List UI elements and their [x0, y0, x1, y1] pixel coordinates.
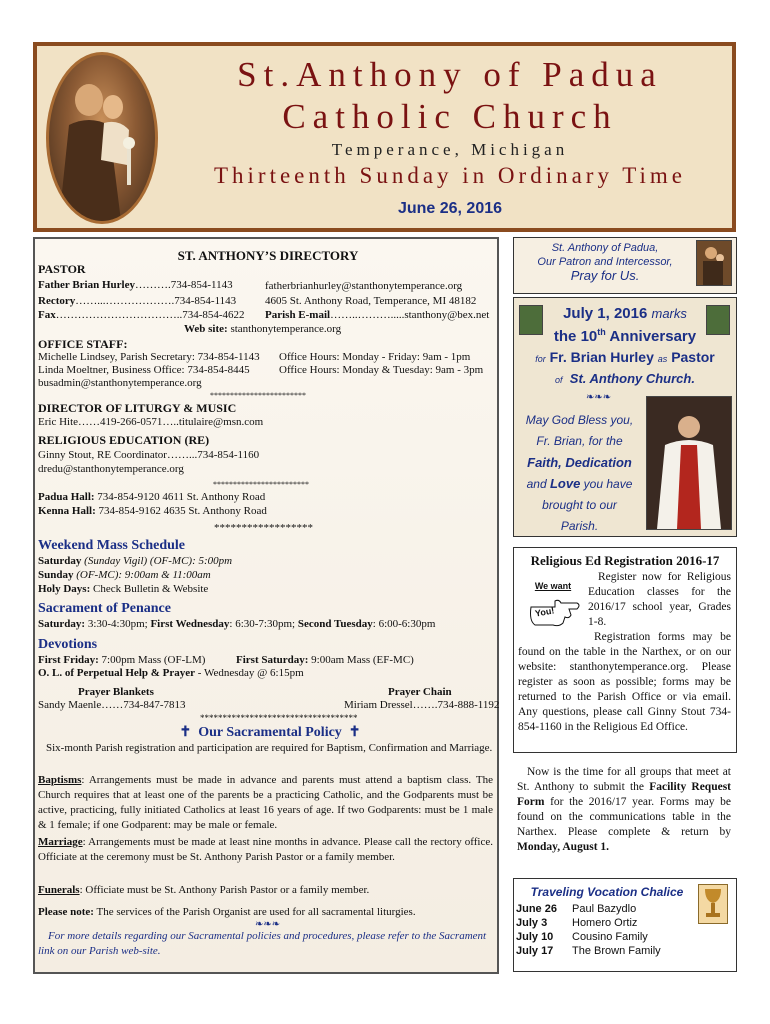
stars-divider: ************************: [210, 391, 306, 400]
stained-glass-icon: [519, 305, 543, 335]
penance-times: [38, 618, 435, 631]
fax-phone: ……………………………..734-854-4622: [55, 309, 245, 321]
reled-label: RELIGIOUS EDUCATION (RE): [38, 433, 210, 447]
pastor-word: Pastor: [671, 349, 715, 365]
pastor-name-anniv: Fr. Brian Hurley: [549, 349, 654, 365]
mass-holy-days: [38, 583, 208, 596]
chalice-date: July 17: [516, 945, 554, 957]
rectory-phone: ……...……………….734-854-1143: [75, 295, 237, 307]
reled-body2: Registration forms may be found on the table in the Narthex, or on our website: stanthonytemperance.org. Please register as soon as possible; forms may be returned to the Parish Office or via email. Any questions, please call Ginny Stout 734-854-1160 in the Religious Ed Office.: [518, 631, 731, 733]
facility-text-mid: for the 2016/17 year. Forms may be found on the communications table in the Narthex. Please complete & return by: [517, 796, 731, 838]
fax-line: [38, 309, 245, 322]
st-anthony-thumbnail: [696, 240, 732, 286]
mass-saturday: [38, 555, 232, 568]
blessing-line2: Fr. Brian, for the: [536, 434, 623, 448]
patron-line3: Pray for Us.: [570, 268, 640, 283]
ornament-icon: ❧❧❧: [586, 392, 612, 403]
patron-line1: St. Anthony of Padua,: [551, 242, 659, 254]
kenna-hall: [38, 505, 267, 518]
first-friday: 7:00pm Mass (OF-LM): [101, 654, 206, 666]
padua-info: 734-854-9120 4611 St. Anthony Road: [97, 491, 266, 503]
chalice-heading: Traveling Vocation Chalice: [530, 885, 684, 899]
you-have-words: you have: [583, 477, 633, 491]
anniversary-line: [545, 327, 705, 345]
policy-baptisms: [38, 773, 493, 833]
bulletin-date: June 26, 2016: [397, 200, 503, 217]
saint-icon: [697, 241, 731, 285]
patron-text: [520, 241, 690, 283]
policy-marriage: [38, 835, 493, 865]
the-word: the: [553, 328, 577, 345]
website-line: [184, 323, 341, 336]
baptisms-text: : Arrangements must be made in advance and parents must attend a baptism class. The Church requires that at least one of the parents be a practicing Catholic, and the Godparents must be active, practicing, fully initiated Catholics at least 16 years of age. If two Godparents: must be 1 male & 1 female; if one Godparent: may be male or female.: [38, 774, 493, 831]
blessing-text: [517, 410, 642, 537]
staff1: Michelle Lindsey, Parish Secretary: 734-854-1143: [38, 351, 260, 363]
stars-divider: ************************: [213, 480, 309, 489]
pastor-line: [38, 279, 233, 292]
office-staff-label: OFFICE STAFF:: [38, 337, 128, 351]
padua-label: Padua Hall:: [38, 491, 95, 503]
st-anthony-image: [49, 55, 155, 221]
parish-email[interactable]: ……..……….....stanthony@bex.net: [330, 309, 490, 321]
facility-deadline: Monday, August 1.: [517, 841, 610, 853]
pastor-name-line: [520, 349, 730, 365]
patron-line2: Our Patron and Intercessor,: [537, 256, 673, 268]
chalice-image: [699, 885, 727, 923]
church-location: Temperance, Michigan: [331, 140, 569, 159]
website-label: Web site:: [184, 323, 228, 335]
rectory-label: Rectory: [38, 295, 76, 307]
and-word: and: [526, 477, 547, 491]
devotions-first-saturday: [236, 654, 414, 667]
facility-form-name: Facility Request Form: [517, 781, 731, 808]
chalice-row: [516, 944, 665, 958]
chalice-family: Paul Bazydlo: [572, 903, 637, 915]
church-name: St. Anthony Church.: [569, 371, 695, 386]
st-anthony-portrait: [46, 52, 158, 224]
chalice-date: July 10: [516, 931, 554, 943]
sunday-time: (OF-MC): 9:00am & 11:00am: [76, 569, 211, 581]
anniversary-number: 10: [580, 328, 598, 345]
liturgical-sunday: Thirteenth Sunday in Ordinary Time: [213, 163, 687, 188]
holy-days-info: Check Bulletin & Website: [93, 583, 209, 595]
prayer-chain-label: Prayer Chain: [388, 686, 452, 698]
church-line: [530, 371, 720, 386]
reled-email[interactable]: dredu@stanthonytemperance.org: [38, 463, 184, 475]
parish-line: Parish.: [560, 519, 599, 533]
reled-heading: Religious Ed Registration 2016-17: [530, 553, 720, 568]
stained-glass-icon: [706, 305, 730, 335]
staff1-hours: Office Hours: Monday - Friday: 9am - 1pm: [279, 351, 471, 363]
sunday-label: Sunday: [38, 569, 74, 581]
penance-sat-label: Saturday:: [38, 618, 86, 630]
prayer-blankets-label: Prayer Blankets: [78, 686, 154, 698]
marriage-text: : Arrangements must be made at least nine months in advance. Please call the rectory office. Officiate at the ceremony must be St. Anthony Parish Pastor or a family member.: [38, 836, 493, 863]
penance-firstwed: : 6:30-7:30pm;: [229, 618, 296, 630]
parish-email-label: Parish E-mail: [265, 309, 331, 321]
note-label: Please note:: [38, 906, 94, 918]
prayer-chain: Miriam Dressel…….734-888-1192: [344, 699, 500, 711]
policy-heading: Our Sacramental Policy: [198, 725, 342, 740]
policy-footer: For more details regarding our Sacramental policies and procedures, please refer to the Sacrament link on our Parish web-site.: [38, 930, 487, 957]
penance-firstwed-label: First Wednesday: [150, 618, 230, 630]
mass-heading: Weekend Mass Schedule: [38, 538, 186, 553]
rectory-line: [38, 295, 236, 308]
saturday-time: (Sunday Vigil) (OF-MC): 5:00pm: [84, 555, 233, 567]
anniversary-date: July 1, 2016: [563, 305, 648, 322]
staff2: Linda Moeltner, Business Office: 734-854-8445: [38, 364, 250, 376]
chalice-family: Cousino Family: [572, 931, 648, 943]
faith-dedication: Faith, Dedication: [527, 455, 632, 470]
reled-contact: Ginny Stout, RE Coordinator……...734-854-1160: [38, 449, 260, 461]
chalice-row: [516, 930, 665, 944]
for-word: for: [535, 354, 546, 364]
marks-word: marks: [651, 306, 687, 321]
staff2-hours: Office Hours: Monday & Tuesday: 9am - 3pm: [279, 364, 484, 376]
penance-secondtue: : 6:00-6:30pm: [372, 618, 436, 630]
first-saturday-label: First Saturday:: [236, 654, 309, 666]
reled-body: Register now for Religious Education classes for the 2016/17 school year, Grades 1-8.: [588, 571, 731, 628]
baptisms-label: Baptisms: [38, 774, 82, 786]
policy-heading-row: [170, 724, 370, 741]
chalice-row: [516, 916, 665, 930]
cross-icon: ✝: [179, 725, 192, 740]
holy-days-label: Holy Days:: [38, 583, 91, 595]
website-link[interactable]: stanthonytemperance.org: [230, 323, 342, 335]
note-text: The services of the Parish Organist are used for all sacramental liturgies.: [96, 906, 416, 918]
mass-sunday: [38, 569, 211, 582]
facility-text-pre: Now is the time for all groups that meet at St. Anthony to submit the: [517, 766, 731, 793]
rectory-address: 4605 St. Anthony Road, Temperance, MI 48182: [265, 295, 477, 307]
chalice-date: July 3: [516, 917, 548, 929]
kenna-info: 734-854-9162 4635 St. Anthony Road: [98, 505, 267, 517]
of-word: of: [555, 375, 563, 385]
stars-divider: ***********************************: [200, 713, 358, 723]
ornament-icon: ❧❧❧: [255, 919, 281, 930]
fax-label: Fax: [38, 309, 56, 321]
chalice-family: The Brown Family: [572, 945, 661, 957]
funerals-label: Funerals: [38, 884, 80, 896]
policy-note: [38, 905, 493, 919]
saturday-label: Saturday: [38, 555, 82, 567]
pastor-name: Father Brian Hurley: [38, 279, 135, 291]
chalice-row: [516, 902, 665, 916]
priest-photo: [647, 397, 731, 529]
padua-hall: [38, 491, 265, 504]
as-word: as: [657, 354, 668, 364]
anniversary-date-line: [545, 305, 705, 322]
ordinal-suffix: th: [597, 327, 606, 337]
pastor-email[interactable]: fatherbrianhurley@stanthonytemperance.org: [265, 280, 463, 292]
you-text: You!: [534, 605, 556, 619]
liturgy-contact: Eric Hite……419-266-0571…..titulaire@msn.com: [38, 416, 264, 428]
church-title-line1: St.Anthony of Padua: [237, 55, 663, 94]
devotions-heading: Devotions: [38, 637, 98, 652]
pastor-phone: ……….734-854-1143: [134, 279, 233, 291]
penance-heading: Sacrament of Penance: [38, 601, 171, 616]
chalice-schedule-table: [516, 902, 665, 958]
penance-secondtue-label: Second Tuesday: [297, 618, 373, 630]
chalice-icon: [698, 884, 728, 924]
chalice-family: Homero Ortiz: [572, 917, 638, 929]
devotions-first-friday: [38, 654, 205, 667]
we-want-text: We want: [534, 581, 572, 591]
marriage-label: Marriage: [38, 836, 83, 848]
cross-icon: ✝: [348, 725, 361, 740]
we-want-you-graphic: [525, 581, 581, 637]
love-word: Love: [549, 476, 581, 491]
brought-line: brought to our: [542, 498, 617, 512]
chalice-date: June 26: [516, 903, 557, 915]
devotions-olph: [38, 667, 304, 680]
anniversary-word: Anniversary: [609, 328, 697, 345]
olph-time: - Wednesday @ 6:15pm: [197, 667, 304, 679]
penance-sat: 3:30-4:30pm;: [87, 618, 148, 630]
busadmin-email[interactable]: busadmin@stanthonytemperance.org: [38, 377, 202, 389]
olph-label: O. L. of Perpetual Help & Prayer: [38, 667, 196, 679]
directory-heading: ST. ANTHONY’S DIRECTORY: [177, 248, 359, 263]
prayer-blankets: Sandy Maenle……734-847-7813: [38, 699, 186, 711]
first-saturday: 9:00am Mass (EF-MC): [311, 654, 414, 666]
funerals-text: : Officiate must be St. Anthony Parish Pastor or a family member.: [79, 884, 370, 896]
first-friday-label: First Friday:: [38, 654, 99, 666]
liturgy-label: DIRECTOR OF LITURGY & MUSIC: [38, 401, 237, 415]
facility-request-notice: [517, 765, 731, 855]
fr-brian-photo: [646, 396, 732, 530]
policy-intro: Six-month Parish registration and participation are required for Baptism, Confirmation and Marriage.: [46, 742, 493, 754]
policy-funerals: [38, 883, 493, 897]
church-title-line2: Catholic Church: [282, 97, 618, 136]
blessing-line1: May God Bless you,: [525, 413, 634, 427]
pastor-label: PASTOR: [38, 262, 86, 276]
parish-email-line: [265, 309, 489, 322]
stars-divider: ******************: [214, 522, 313, 534]
kenna-label: Kenna Hall:: [38, 505, 96, 517]
